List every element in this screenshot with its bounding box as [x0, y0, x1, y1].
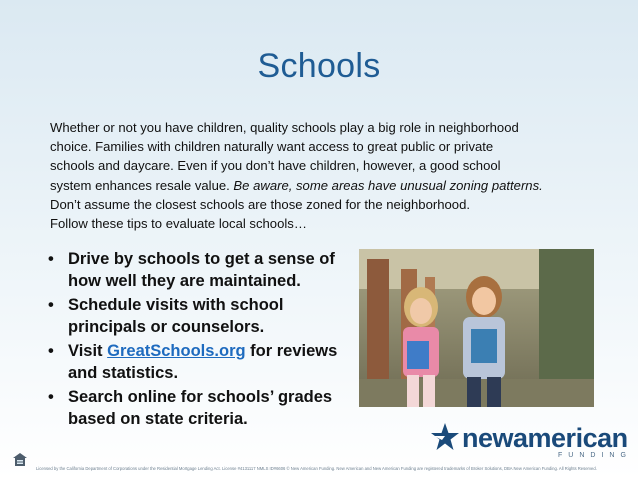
- logo-subtitle: FUNDING: [558, 452, 632, 459]
- list-item: [48, 386, 348, 430]
- intro-paragraph: [50, 118, 610, 233]
- intro-line: Don’t assume the closest schools are those zoned for the neighborhood.: [50, 196, 470, 212]
- slide-title: Schools: [257, 47, 381, 85]
- bullet-dot: •: [48, 342, 54, 360]
- logo-wordmark: [462, 423, 628, 454]
- intro-line: Follow these tips to evaluate local schools…: [50, 216, 307, 232]
- list-item: [48, 294, 348, 338]
- intro-line: choice. Families with children naturally want access to great public or private: [50, 139, 494, 155]
- bullet-dot: •: [48, 388, 54, 406]
- intro-line: [50, 176, 610, 195]
- tip-text-post: for reviews and statistics.: [68, 342, 338, 382]
- tip-text: Schedule visits with school principals or counselors.: [68, 296, 284, 336]
- greatschools-link[interactable]: GreatSchools.org: [107, 342, 246, 360]
- intro-text: system enhances resale value.: [50, 177, 234, 193]
- star-icon: [430, 422, 460, 452]
- tip-text-pre: Visit: [68, 342, 108, 360]
- bullet-dot: •: [48, 296, 54, 314]
- list-item: [48, 340, 348, 384]
- intro-italic-text: Be aware, some areas have unusual zoning patterns.: [233, 177, 543, 193]
- intro-line: Whether or not you have children, quality schools play a big role in neighborhood: [50, 120, 519, 135]
- tip-text: Search online for schools’ grades based on state criteria.: [68, 388, 333, 428]
- students-photo: [359, 249, 594, 407]
- tip-text: Drive by schools to get a sense of how well they are maintained.: [68, 250, 335, 290]
- logo-word-new: new: [462, 423, 514, 453]
- list-item: [48, 248, 348, 292]
- logo-word-american: american: [513, 423, 628, 453]
- tips-list: [48, 248, 348, 432]
- equal-housing-lender-icon: [12, 452, 28, 470]
- intro-line: schools and daycare. Even if you don’t have children, however, a good school: [50, 158, 501, 174]
- newamerican-funding-logo: [430, 420, 632, 459]
- bullet-dot: •: [48, 250, 54, 268]
- legal-footer: Licensed by the California Department of Corporations under the Residential Mortgage Lending Act. License #4131117 NMLS ID#6606 © New American Funding. New American and New American Funding are registered trademarks of Broker Solutions, DBA New American Funding. All Rights Reserved.: [36, 466, 597, 471]
